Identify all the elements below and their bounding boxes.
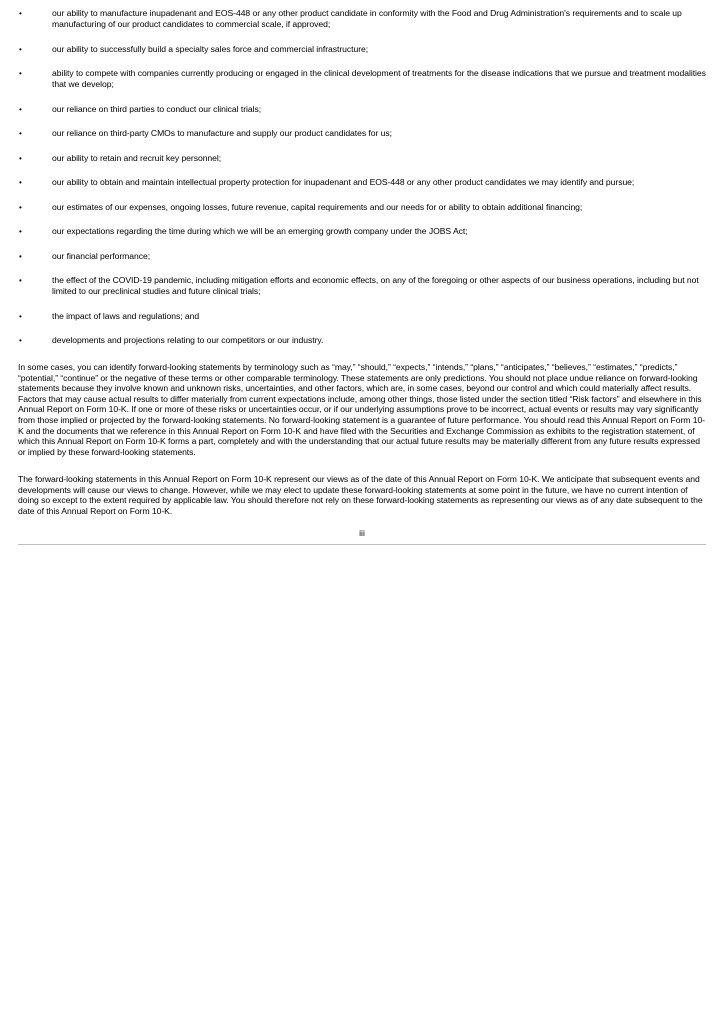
bullet-text: our expectations regarding the time during which we will be an emerging growth company under the JOBS Act; xyxy=(52,226,468,236)
bullet-marker: • xyxy=(19,44,22,54)
bullet-marker: • xyxy=(19,336,22,345)
list-item xyxy=(18,104,708,115)
bullet-text: our financial performance; xyxy=(52,250,151,261)
bullet-marker: • xyxy=(19,153,22,163)
list-item xyxy=(18,335,708,346)
bullet-marker: • xyxy=(19,129,22,138)
list-item xyxy=(18,44,708,55)
bullet-text: our estimates of our expenses, ongoing losses, future revenue, capital requirements and our needs for or ability to obtain additional financing; xyxy=(52,201,583,212)
bullet-marker: • xyxy=(19,178,22,187)
bullet-text: our ability to successfully build a specialty sales force and commercial infrastructure; xyxy=(52,43,369,54)
list-item xyxy=(18,8,708,30)
bullet-text: our reliance on third-party CMOs to manufacture and supply our product candidates for us; xyxy=(52,128,392,138)
list-item xyxy=(18,275,708,297)
bullet-marker: • xyxy=(19,9,22,18)
list-item xyxy=(18,226,708,237)
forward-looking-terminology-paragraph: In some cases, you can identify forward-looking statements by terminology such as “may,” “should,” “expects,” “intends,” “plans,” “anticipates,” “believes,” “estimates,” “predicts,” “potential,” “continue” or the negative of these terms or other comparable terminology. These statements are only predictions. You should not place undue reliance on forward-looking statements because they involve known and unknown risks, uncertainties, and other factors, which are, in some cases, beyond our control and which could materially affect results. Factors that may cause actual results to differ materially from current expectations include, among other things, those listed under the section titled “Risk factors” and elsewhere in this Annual Report on Form 10-K. If one or more of these risks or uncertainties occur, or if our underlying assumptions prove to be incorrect, actual events or results may vary significantly from those implied or projected by the forward-looking statements. No forward-looking statement is a guarantee of future performance. You should read this Annual Report on Form 10-K and the documents that we reference in this Annual Report on Form 10-K and have filed with the Securities and Exchange Commission as exhibits to the registration statement, of which this Annual Report on Form 10-K forms a part, completely and with the understanding that our actual future results may be materially different from any future results expressed or implied by these forward-looking statements. xyxy=(18,362,705,457)
forward-looking-views-paragraph: The forward-looking statements in this Annual Report on Form 10-K represent our views as of the date of this Annual Report on Form 10-K. We anticipate that subsequent events and developments will cause our views to change. However, while we may elect to update these forward-looking statements at some point in the future, we have no current intention of doing so except to the extent required by applicable law. You should therefore not rely on these forward-looking statements as representing our views as of any date subsequent to the date of this Annual Report on Form 10-K. xyxy=(18,474,703,516)
bullet-marker: • xyxy=(19,69,22,78)
list-item xyxy=(18,251,708,262)
footer-divider xyxy=(18,544,706,545)
bullet-text: the effect of the COVID-19 pandemic, including mitigation efforts and economic effects, on any of the foregoing or other aspects of our business operations, including but not limited to our preclinical studies and future clinical trials; xyxy=(52,275,699,296)
bullet-list xyxy=(18,8,708,360)
list-item xyxy=(18,153,708,164)
page-number: iii xyxy=(359,528,365,538)
bullet-text: our ability to obtain and maintain intellectual property protection for inupadenant and EOS-448 or any other product candidates we may identify and pursue; xyxy=(52,177,635,187)
list-item xyxy=(18,311,708,322)
list-item xyxy=(18,177,708,188)
bullet-text: our reliance on third parties to conduct our clinical trials; xyxy=(52,103,262,114)
bullet-marker: • xyxy=(19,227,22,236)
bullet-text: our ability to manufacture inupadenant and EOS-448 or any other product candidate in conformity with the Food and Drug Administration's requirements and to scale up manufacturing of our product candidates to commercial scale, if approved; xyxy=(52,8,682,29)
bullet-text: ability to compete with companies currently producing or engaged in the clinical development of treatments for the disease indications that we pursue and treatment modalities that we develop; xyxy=(52,68,706,89)
list-item xyxy=(18,128,708,139)
list-item xyxy=(18,202,708,213)
bullet-marker: • xyxy=(19,311,22,321)
bullet-marker: • xyxy=(19,276,22,285)
bullet-marker: • xyxy=(19,104,22,114)
bullet-text: the impact of laws and regulations; and xyxy=(52,310,200,321)
bullet-marker: • xyxy=(19,251,22,261)
bullet-text: developments and projections relating to our competitors or our industry. xyxy=(52,335,324,345)
bullet-marker: • xyxy=(19,202,22,212)
bullet-text: our ability to retain and recruit key personnel; xyxy=(52,152,222,163)
list-item xyxy=(18,68,708,90)
